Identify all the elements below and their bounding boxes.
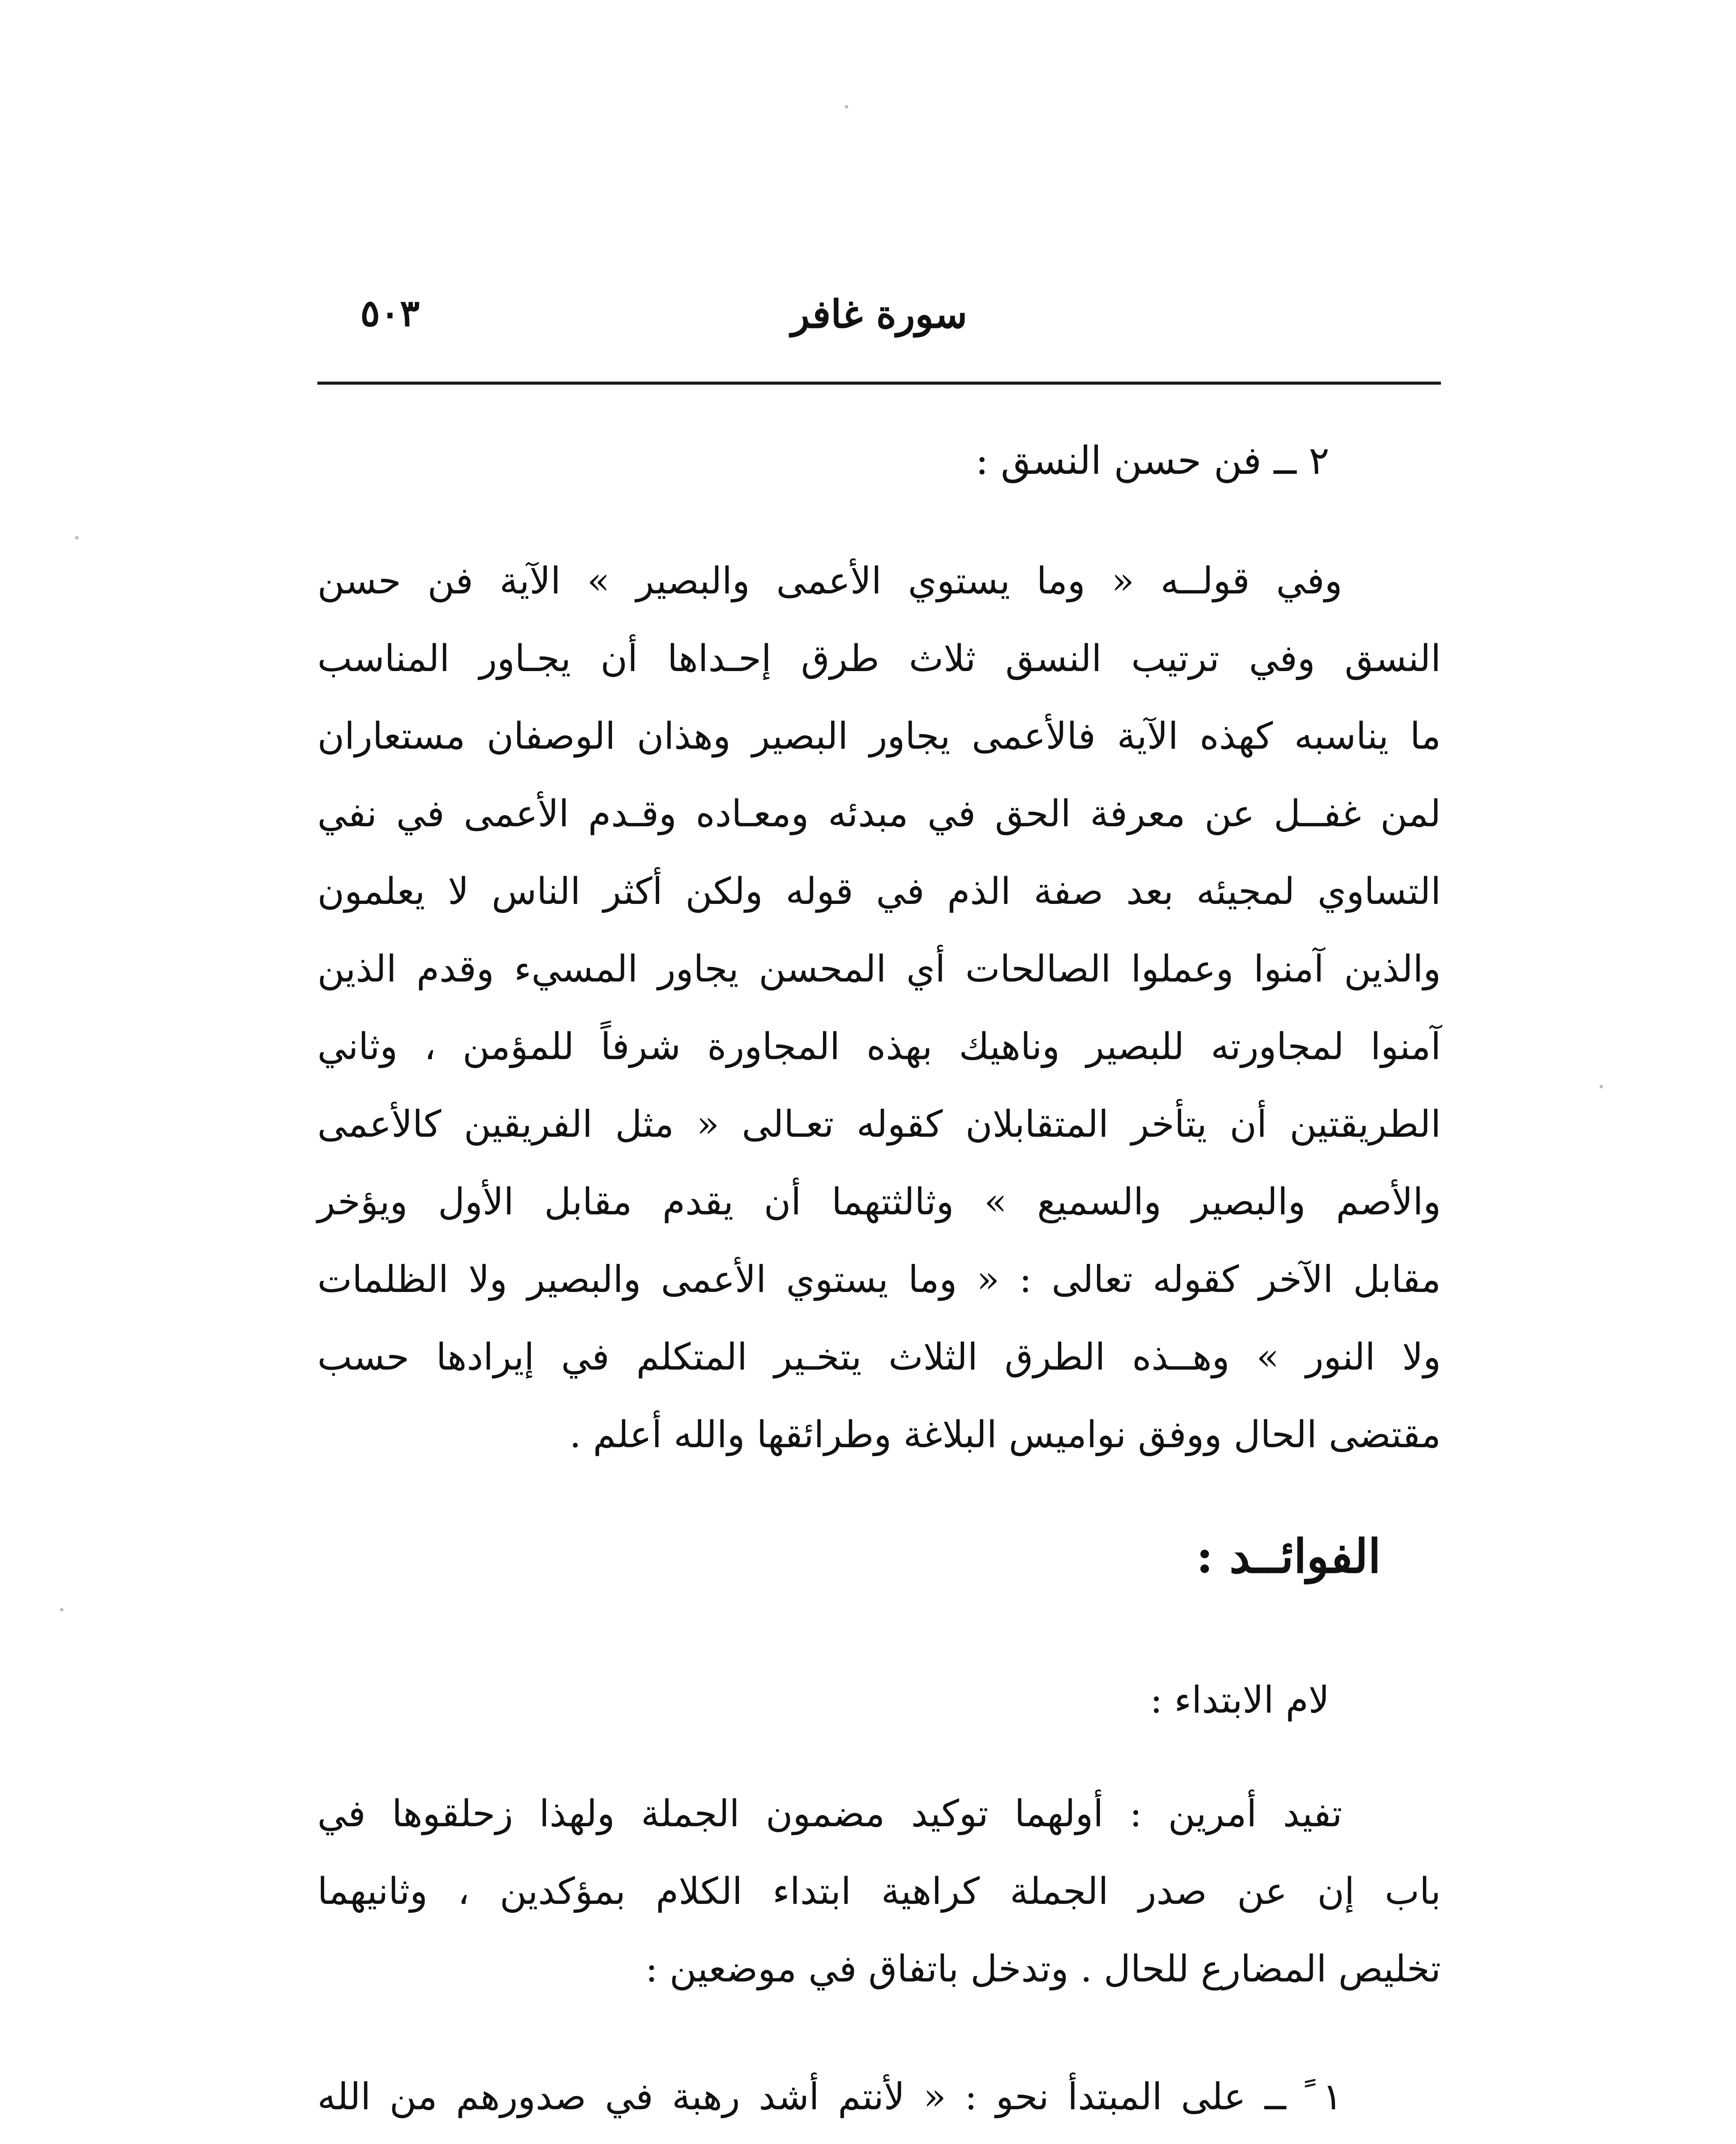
section-heading: ٢ ــ فن حسن النسق : [975, 438, 1329, 483]
section-paragraph [317, 542, 1441, 1474]
header-rule [317, 382, 1441, 385]
fawaid-heading: الفوائــد : [1196, 1530, 1381, 1584]
list-item-line [317, 2136, 1441, 2144]
fawaid-heading-block [317, 1527, 1441, 1587]
paragraph-line: النسق وفي ترتيب النسق ثلاث طرق إحـداها أن يجـاور المناسب [317, 637, 1441, 680]
scan-speck [60, 1608, 63, 1611]
section-heading-block [317, 433, 1441, 489]
paragraph-line: ولا النور » وهــذه الطرق الثلاث يتخـير المتكلم في إيرادها حسب [317, 1336, 1441, 1379]
list-item-line: ١ ً ــ على المبتدأ نحو : « لأنتم أشد رهبة في صدورهم من الله [317, 2075, 1342, 2118]
scan-speck [1600, 1085, 1603, 1088]
paragraph-line: وفي قولــه « وما يستوي الأعمى والبصير » الآية فن حسن [317, 560, 1342, 602]
paragraph-line: لمن غفــل عن معرفة الحق في مبدئه ومعـاده وقـدم الأعمى في نفي [317, 792, 1441, 835]
scan-speck [845, 105, 848, 108]
paragraph-line: التساوي لمجيئه بعد صفة الذم في قوله ولكن أكثر الناس لا يعلمون [317, 870, 1441, 913]
page-header [317, 292, 1441, 360]
page-number: ٥٠٣ [360, 292, 420, 335]
subheading-block [317, 1672, 1441, 1728]
paragraph-line: آمنوا لمجاورته للبصير وناهيك بهذه المجاورة شرفاً للمؤمن ، وثاني [317, 1025, 1441, 1068]
paragraph-line: تخليص المضارع للحال . وتدخل باتفاق في موضعين : [645, 1948, 1441, 1990]
paragraph-line: ما يناسبه كهذه الآية فالأعمى يجاور البصير وهذان الوصفان مستعاران [317, 715, 1441, 758]
fawaid-paragraph [317, 1775, 1441, 2008]
paragraph-line: والأصم والبصير والسميع » وثالثتهما أن يقدم مقابل الأول ويؤخر [317, 1180, 1441, 1223]
running-title: سورة غافر [791, 292, 967, 337]
subheading: لام الابتداء : [1150, 1679, 1329, 1722]
scan-speck [75, 536, 78, 539]
paragraph-line: مقتضى الحال ووفق نواميس البلاغة وطرائقها والله أعلم . [569, 1413, 1441, 1456]
paragraph-line: تفيد أمرين : أولهما توكيد مضمون الجملة ولهذا زحلقوها في [317, 1792, 1342, 1835]
paragraph-line: الطريقتين أن يتأخر المتقابلان كقوله تعـالى « مثل الفريقين كالأعمى [317, 1103, 1441, 1146]
paragraph-line: والذين آمنوا وعملوا الصالحات أي المحسن يجاور المسيء وقدم الذين [317, 948, 1441, 991]
paragraph-line: مقابل الآخر كقوله تعالى : « وما يستوي الأعمى والبصير ولا الظلمات [317, 1258, 1441, 1301]
paragraph-line: باب إن عن صدر الجملة كراهية ابتداء الكلام بمؤكدين ، وثانيهما [317, 1870, 1441, 1913]
list-item [317, 2058, 1441, 2144]
